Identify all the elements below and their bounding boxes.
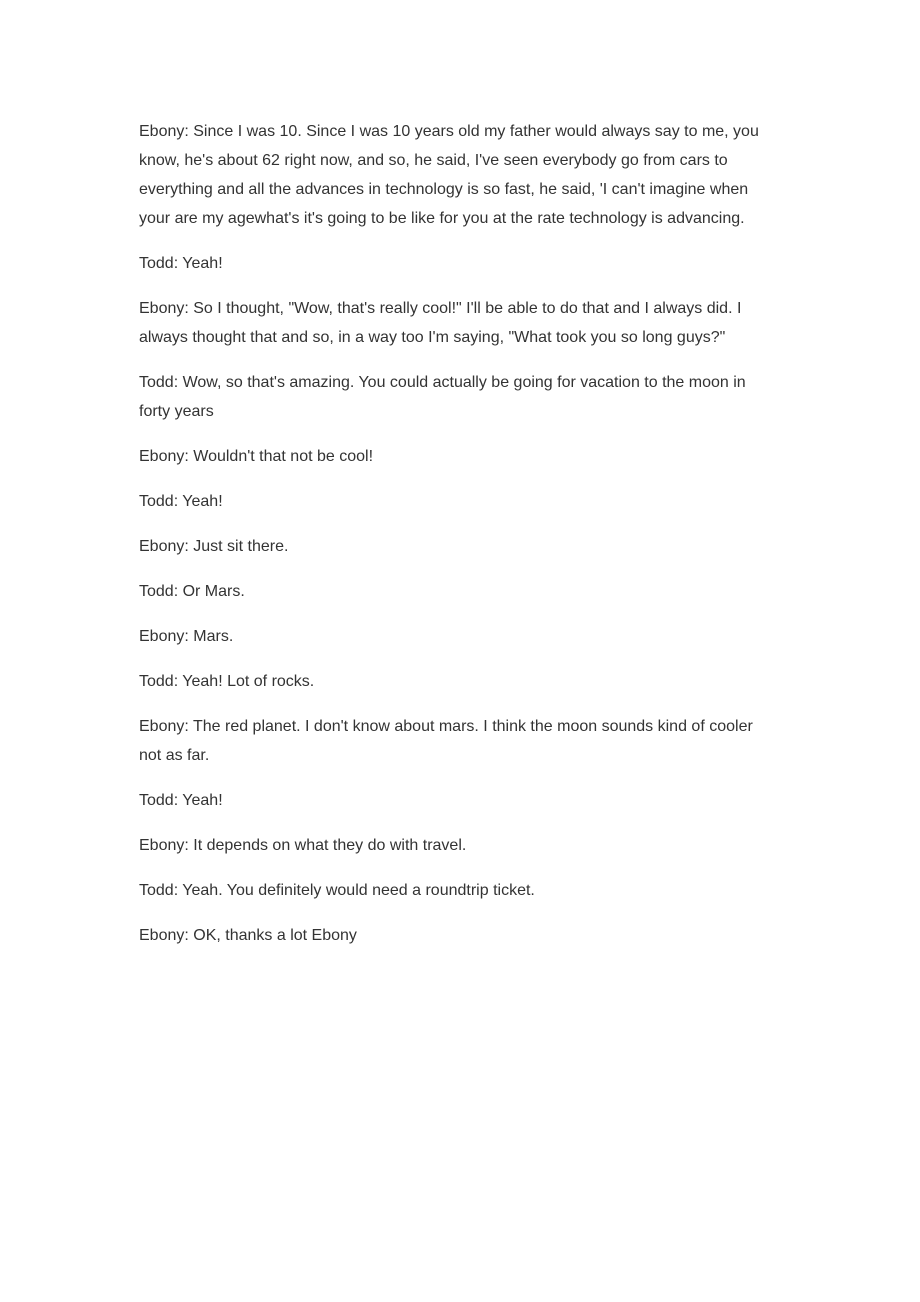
transcript-line: Todd: Yeah! (139, 255, 223, 272)
transcript-line: Todd: Wow, so that's amazing. You could actually be going for vacation to the moon in forty years (139, 374, 746, 420)
transcript-line: Ebony: Since I was 10. Since I was 10 years old my father would always say to me, you know, he's about 62 right now, and so, he said, I've seen everybody go from cars to everything and all the advances in technology is so fast, he said, 'I can't imagine when your are my agewhat's it's going to be like for you at the rate technology is advancing. (139, 123, 759, 227)
transcript-line: Ebony: Mars. (139, 628, 234, 645)
transcript-line: Ebony: Just sit there. (139, 538, 289, 555)
transcript-line: Todd: Yeah. You definitely would need a roundtrip ticket. (139, 882, 535, 899)
transcript-line: Todd: Or Mars. (139, 583, 245, 600)
transcript-body (139, 117, 779, 966)
transcript-line: Todd: Yeah! (139, 493, 223, 510)
transcript-line: Ebony: So I thought, "Wow, that's really cool!" I'll be able to do that and I always did. I always thought that and so, in a way too I'm saying, "What took you so long guys?" (139, 300, 742, 346)
transcript-line: Ebony: The red planet. I don't know about mars. I think the moon sounds kind of cooler not as far. (139, 718, 753, 764)
transcript-line: Todd: Yeah! Lot of rocks. (139, 673, 315, 690)
transcript-line: Ebony: OK, thanks a lot Ebony (139, 927, 357, 944)
transcript-line: Ebony: It depends on what they do with travel. (139, 837, 467, 854)
transcript-line: Todd: Yeah! (139, 792, 223, 809)
transcript-line: Ebony: Wouldn't that not be cool! (139, 448, 374, 465)
